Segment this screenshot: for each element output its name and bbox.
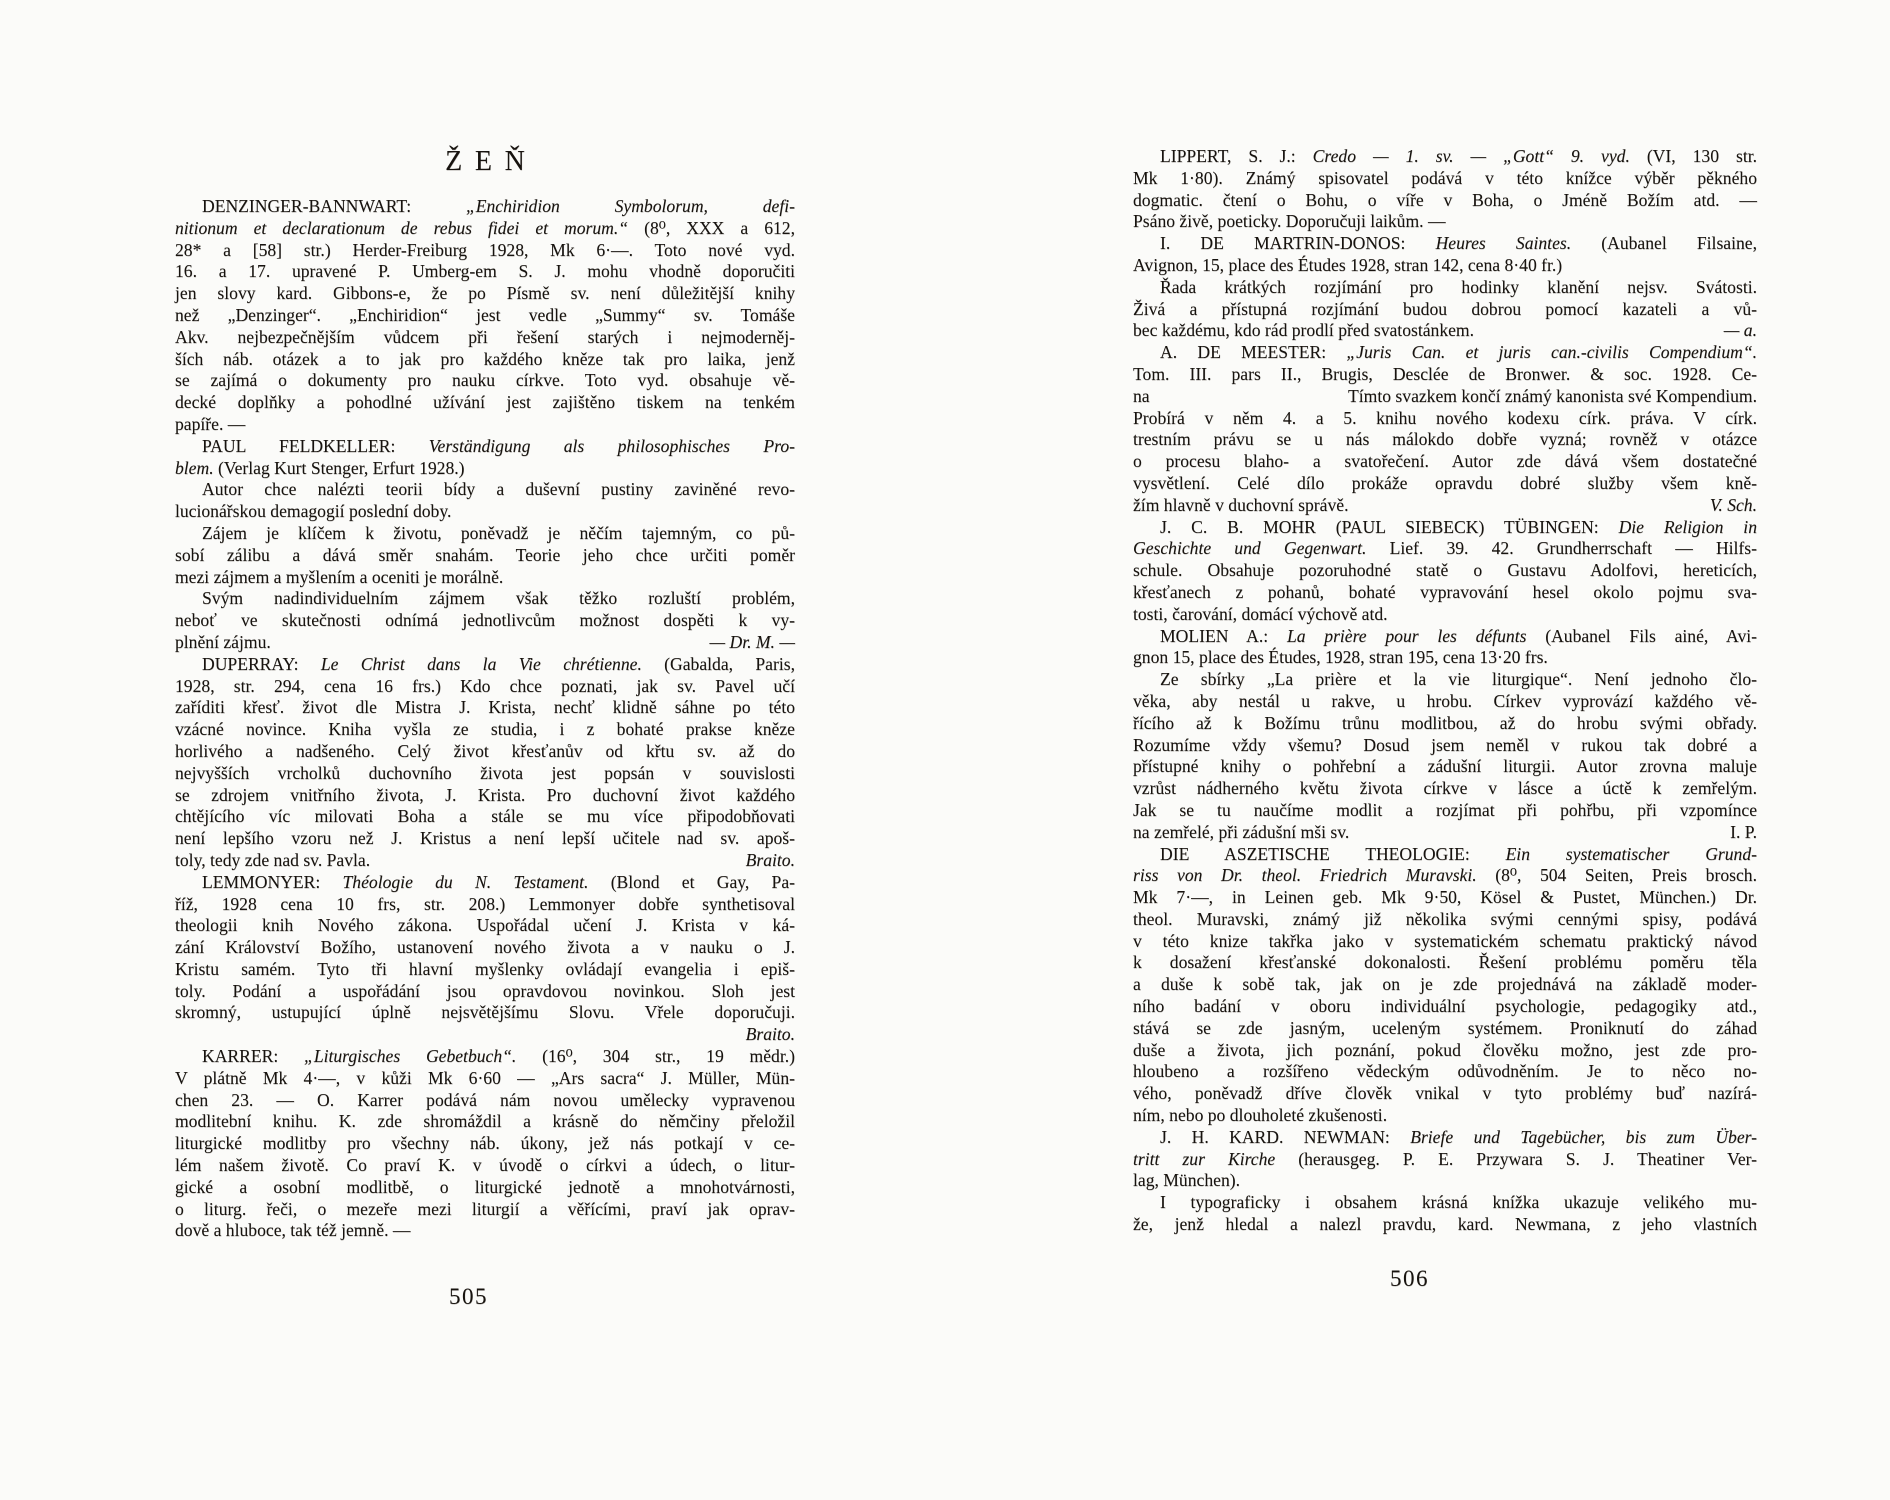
text-segment: (VI, 130 str. bbox=[1629, 146, 1757, 166]
text-segment: (Gabalda, Paris, bbox=[641, 653, 795, 674]
italic-text-segment: Le Christ dans la Vie chrétienne. bbox=[320, 653, 642, 674]
text-segment: A. DE MEESTER: bbox=[1160, 342, 1347, 363]
text-segment: na zemřelé, při zádušní mši sv. bbox=[1133, 821, 1350, 842]
text-line: liturgické modlitby pro všechny náb. úkony, jež nás potkají v ce- bbox=[175, 1133, 795, 1154]
text-line: není lepšího vzoru než J. Kristus a není lepší učitele nad sv. apoš- bbox=[175, 828, 795, 849]
text-line: V plátně Mk 4·—, v kůži Mk 6·60 — „Ars sacra“ J. Müller, Mün- bbox=[175, 1067, 795, 1088]
reviewer-signature: Braito. bbox=[745, 849, 795, 870]
paragraph bbox=[175, 654, 795, 872]
text-line: lucionářskou demagogií poslední doby. bbox=[175, 501, 452, 522]
italic-text-segment: Credo — 1. sv. — „Gott“ 9. vyd. bbox=[1312, 146, 1630, 166]
text-line: gické a osobní modlitbě, o liturgické jednotě a mnohotvárnosti, bbox=[175, 1176, 795, 1197]
reviewer-signature: V. Sch. bbox=[1709, 494, 1757, 515]
text-line: tosti, čarování, domácí výchově atd. bbox=[1133, 603, 1388, 624]
text-line bbox=[1133, 233, 1757, 255]
text-segment: (8⁰, 504 Seiten, Preis brosch. bbox=[1476, 865, 1757, 886]
text-line: Tom. III. pars II., Brugis, Desclée de Bronwer. & soc. 1928. Ce- bbox=[1133, 363, 1757, 384]
text-line: v této knize takřka jako v systematickém schematu praktický návod bbox=[1133, 930, 1757, 951]
text-line bbox=[175, 632, 795, 654]
right-page-text-column bbox=[1133, 146, 1757, 1236]
text-segment: KARRER: bbox=[202, 1046, 305, 1067]
paragraph bbox=[175, 872, 795, 1046]
text-line: dově a hluboce, tak též jemně. — bbox=[175, 1220, 411, 1241]
text-segment: DIE ASZETISCHE THEOLOGIE: bbox=[1160, 843, 1506, 864]
text-line: vého, poněvadž dříve člověk vnikal v tyto problémy buď nazírá- bbox=[1133, 1083, 1757, 1104]
paragraph bbox=[1133, 342, 1757, 516]
paragraph bbox=[1133, 626, 1757, 670]
paragraph bbox=[175, 436, 795, 480]
paragraph bbox=[175, 588, 795, 653]
right-page-number: 506 bbox=[1390, 1266, 1429, 1291]
text-line bbox=[175, 1046, 795, 1068]
text-line: Ze sbírky „La prière et la vie liturgique“. Není jednoho člo- bbox=[1160, 669, 1757, 690]
text-segment: (herausgeg. P. E. Przywara S. J. Theatiner Ver- bbox=[1275, 1148, 1758, 1169]
text-line bbox=[1133, 1149, 1757, 1171]
text-line bbox=[175, 196, 795, 218]
text-line: Rozumíme vždy všemu? Dosud jsem neměl v rukou tak dobré a bbox=[1133, 734, 1757, 755]
text-line: ním, nebo po dlouholeté zkušenosti. bbox=[1133, 1105, 1388, 1126]
text-line: přístupné knihy o pohřební a zádušní liturgii. Autor zrovna maluje bbox=[1133, 756, 1757, 777]
paragraph bbox=[1133, 146, 1757, 233]
text-line: řícího až k Božímu trůnu modlitbou, až do hrobu svými obřady. bbox=[1133, 712, 1757, 733]
text-line: o liturg. řeči, o mezeře mezi liturgií a věřícími, praví jak oprav- bbox=[175, 1198, 795, 1219]
text-line: decké doplňky a pohodlné užívání jest zajištěno tiskem na tenkém bbox=[175, 392, 795, 413]
text-segment: toly, tedy zde nad sv. Pavla. bbox=[175, 849, 371, 870]
text-line bbox=[175, 436, 795, 458]
text-line: theol. Muravski, známý již několika svými cennými spisy, podává bbox=[1133, 908, 1757, 929]
text-line: gnon 15, place des Études, 1928, stran 195, cena 13·20 frs. bbox=[1133, 647, 1548, 668]
text-line: toly. Podání a uspořádání jsou opravdovou novinkou. Sloh jest bbox=[175, 980, 795, 1001]
text-line: sobí zálibu a dává směr snahám. Teorie jeho chce určiti poměr bbox=[175, 544, 795, 565]
text-segment: LEMMONYER: bbox=[202, 871, 343, 892]
italic-text-segment: Briefe und Tagebücher, bis zum Über- bbox=[1410, 1126, 1757, 1147]
text-segment: plnění zájmu. bbox=[175, 631, 271, 652]
paragraph bbox=[1133, 277, 1757, 342]
text-line: křesťanech z pohanů, bohaté vypravování hesel okolo pojmu sva- bbox=[1133, 581, 1757, 602]
text-line: chtějícího víc milovati Boha a stále se mu více připodobňovati bbox=[175, 806, 795, 827]
text-segment: I. DE MARTRIN-DONOS: bbox=[1160, 233, 1436, 254]
text-line bbox=[175, 218, 795, 240]
text-line: zaříditi křesť. život dle Mistra J. Krista, nechť klidně sáhne po této bbox=[175, 697, 795, 718]
reviewer-signature: — a. bbox=[1723, 320, 1757, 341]
italic-text-segment: blem. bbox=[175, 457, 214, 478]
text-line: věka, aby nestál u rakve, u hrobu. Církev vyprovází každého vě- bbox=[1133, 690, 1757, 711]
text-line: o procesu blaho- a svatořečení. Autor zde dává všem dostatečné bbox=[1133, 451, 1757, 472]
italic-text-segment: Die Religion in bbox=[1618, 516, 1757, 537]
italic-text-segment: tritt zur Kirche bbox=[1133, 1148, 1276, 1169]
paragraph bbox=[1133, 844, 1757, 1127]
text-line: Avignon, 15, place des Études 1928, stran 142, cena 8·40 fr.) bbox=[1133, 254, 1563, 275]
text-line: stává se zde jasným, uceleným systémem. Proniknutí do záhad bbox=[1133, 1017, 1757, 1038]
text-line bbox=[175, 1024, 795, 1046]
text-line: chen 23. — O. Karrer podává nám novou umělecky vypravenou bbox=[175, 1089, 795, 1110]
text-line: mezi zájmem a myšlením a oceniti je morálně. bbox=[175, 566, 504, 587]
text-line: vysvětlení. Celé dílo prokáže opravdu dobré služby všem kně- bbox=[1133, 472, 1757, 493]
italic-text-segment: „Juris Can. et juris can.-civilis Compendium“. bbox=[1346, 342, 1758, 363]
text-line: lém našem životě. Co praví K. v úvodě o církvi a údech, o litur- bbox=[175, 1155, 795, 1176]
left-page-text-column bbox=[175, 196, 795, 1242]
paragraph bbox=[1133, 233, 1757, 277]
text-line bbox=[1133, 626, 1757, 648]
text-segment: (8⁰, XXX a 612, bbox=[644, 217, 795, 238]
text-segment: LIPPERT, S. J.: bbox=[1160, 146, 1313, 166]
text-line bbox=[1133, 342, 1757, 364]
text-line bbox=[1133, 495, 1757, 517]
text-segment: Lief. 39. 42. Grundherrschaft — Hilfs- bbox=[1366, 538, 1757, 559]
text-line: trestním právu se u nás málokdo dobře vyzná; rovněž v otázce bbox=[1133, 429, 1757, 450]
text-line: Psáno živě, poeticky. Doporučuji laikům. — bbox=[1133, 211, 1446, 232]
italic-text-segment: nitionum et declarationum de rebus fidei et morum.“ bbox=[175, 217, 645, 238]
text-segment: (Aubanel Filsaine, bbox=[1571, 233, 1757, 254]
text-line: Mk 1·80). Známý spisovatel podává v této knížce výběr pěkného bbox=[1133, 167, 1757, 188]
paragraph bbox=[1133, 517, 1757, 626]
text-line: 28* a [58] str.) Herder-Freiburg 1928, Mk 6·—. Toto nové vyd. bbox=[175, 239, 795, 260]
text-segment: DUPERRAY: bbox=[202, 653, 321, 674]
text-line: ního badání v oboru individuální psychologie, pedagogiky atd., bbox=[1133, 996, 1757, 1017]
text-segment: na bbox=[1133, 385, 1150, 406]
text-segment: J. C. B. MOHR (PAUL SIEBECK) TÜBINGEN: bbox=[1160, 516, 1619, 537]
text-line: ších náb. otázek a to jak pro každého kněze tak pro laika, jenž bbox=[175, 348, 795, 369]
text-segment: (Blond et Gay, Pa- bbox=[588, 871, 796, 892]
text-line: nejvyšších vrcholků duchovního života jest popsán v souvislosti bbox=[175, 762, 795, 783]
text-line: Svým nadindividuelním zájmem však těžko rozluští problém, bbox=[202, 588, 795, 609]
text-line: papíře. — bbox=[175, 413, 246, 434]
text-line: schule. Obsahuje pozoruhodné statě o Gustavu Adolfovi, hereticích, bbox=[1133, 560, 1757, 581]
text-segment: žím hlavně v duchovní správě. bbox=[1133, 494, 1349, 515]
text-line: Živá a přístupná rozjímání budou dobrou pomocí kazateli a vů- bbox=[1133, 298, 1757, 319]
text-line bbox=[175, 654, 795, 676]
text-line: Akv. nejbezpečnějším vůdcem při řešení starých i nejmoderněj- bbox=[175, 326, 795, 347]
text-line: že, jenž hledal a nalezl pravdu, kard. Newmana, z jeho vlastních bbox=[1133, 1214, 1757, 1235]
text-line: Autor chce nalézti teorii bídy a duševní pustiny zaviněné revo- bbox=[202, 479, 795, 500]
text-segment: bec každému, kdo rád prodlí před svatostánkem. bbox=[1133, 320, 1475, 341]
paragraph bbox=[1133, 669, 1757, 843]
text-line: Řada krátkých rozjímání pro hodinky klanění nejsv. Svátosti. bbox=[1160, 276, 1757, 297]
text-line: dogmatic. čtení o Bohu, o víře v Boha, o Jméně Božím atd. — bbox=[1133, 189, 1757, 210]
text-line: modlitební knihu. K. zde shromáždil a krásně do němčiny přeložil bbox=[175, 1111, 795, 1132]
italic-text-segment: Verständigung als philosophisches Pro- bbox=[428, 435, 795, 456]
text-line: lag, München). bbox=[1133, 1170, 1240, 1191]
text-line bbox=[175, 872, 795, 894]
text-line bbox=[1133, 146, 1757, 168]
text-line: Mk 7·—, in Leinen geb. Mk 9·50, Kösel & Pustet, München.) Dr. bbox=[1133, 887, 1757, 908]
text-line: se zdrojem vnitřního života, J. Krista. Pro duchovní život každého bbox=[175, 784, 795, 805]
paragraph bbox=[1133, 1127, 1757, 1192]
italic-text-segment: „Liturgisches Gebetbuch“. bbox=[304, 1046, 517, 1067]
text-line: Zájem je klíčem k životu, poněvadž je něčím tajemným, co pů- bbox=[202, 522, 795, 543]
text-segment: MOLIEN A.: bbox=[1160, 625, 1287, 646]
text-line: I typograficky i obsahem krásná knížka ukazuje velikého mu- bbox=[1160, 1192, 1757, 1213]
reviewer-signature: — Dr. M. — bbox=[709, 631, 795, 652]
reviewer-signature: I. P. bbox=[1730, 821, 1757, 842]
left-page-number: 505 bbox=[449, 1284, 488, 1309]
italic-text-segment: Heures Saintes. bbox=[1435, 233, 1572, 254]
italic-text-segment: Ein systematischer Grund- bbox=[1505, 843, 1757, 864]
text-line: neboť ve skutečnosti odnímá jednotlivcům možnost dospěti k vy- bbox=[175, 610, 795, 631]
italic-text-segment: Geschichte und Gegenwart. bbox=[1133, 538, 1367, 559]
text-line bbox=[1133, 822, 1757, 844]
text-segment: J. H. KARD. NEWMAN: bbox=[1160, 1126, 1411, 1147]
text-line: k dosažení křesťanské dokonalosti. Řešení problému poměru těla bbox=[1133, 952, 1757, 973]
italic-text-segment: „Enchiridion Symbolorum, defi- bbox=[465, 196, 795, 216]
text-line bbox=[1133, 386, 1757, 408]
text-line bbox=[1133, 538, 1757, 560]
paragraph bbox=[175, 196, 795, 436]
text-line: 1928, str. 294, cena 16 frs.) Kdo chce poznati, jak sv. Pavel učí bbox=[175, 675, 795, 696]
text-segment: (16⁰, 304 str., 19 mědr.) bbox=[516, 1046, 795, 1067]
text-line bbox=[175, 850, 795, 872]
italic-text-segment: La prière pour les défunts bbox=[1286, 625, 1527, 646]
text-line: zání Království Božího, ustanovení nového života a v nauku o J. bbox=[175, 937, 795, 958]
text-line: 16. a 17. upravené P. Umberg-em S. J. mohu vhodně doporučiti bbox=[175, 261, 795, 282]
text-line: než „Denzinger“. „Enchiridion“ jest vedle „Summy“ sv. Tomáše bbox=[175, 304, 795, 325]
paragraph bbox=[175, 523, 795, 588]
text-line bbox=[1133, 1127, 1757, 1149]
text-line bbox=[1133, 517, 1757, 539]
text-line: Probírá v něm 4. a 5. knihu nového kodexu círk. práva. V círk. bbox=[1133, 407, 1757, 428]
italic-text-segment: Théologie du N. Testament. bbox=[342, 871, 589, 892]
text-line: a duše k sobě tak, jak on je zde projednává na základě moder- bbox=[1133, 974, 1757, 995]
text-line bbox=[1133, 320, 1757, 342]
text-line bbox=[1133, 844, 1757, 866]
text-segment: PAUL FELDKELLER: bbox=[202, 435, 429, 456]
paragraph bbox=[175, 1046, 795, 1242]
text-line: hloubeno a rozšířeno vědeckým odůvodněním. Je to něco no- bbox=[1133, 1061, 1757, 1082]
text-line bbox=[175, 458, 795, 480]
text-line: duše a života, jich poznání, pokud člověku možno, jest zde pro- bbox=[1133, 1039, 1757, 1060]
section-title: ŽEŇ bbox=[445, 146, 538, 177]
italic-text-segment: riss von Dr. theol. Friedrich Muravski. bbox=[1133, 865, 1477, 886]
text-line: vzácné novince. Kniha vyšla ze studia, i z bohaté prakse kněze bbox=[175, 719, 795, 740]
text-line: Jak se tu naučíme modlit a rozjímat při pohřbu, při vzpomínce bbox=[1133, 799, 1757, 820]
text-line: říž, 1928 cena 10 frs, str. 208.) Lemmonyer dobře synthetisoval bbox=[175, 893, 795, 914]
paragraph bbox=[175, 479, 795, 523]
text-line: Kristu samém. Tyto tři hlavní myšlenky ovládají evangelia i epiš- bbox=[175, 958, 795, 979]
text-segment: DENZINGER-BANNWART: bbox=[202, 196, 466, 216]
text-line bbox=[1133, 865, 1757, 887]
text-line: horlivého a nadšeného. Celý život křesťanův od křtu sv. až do bbox=[175, 740, 795, 761]
text-line: se zajímá o dokumenty pro nauku církve. Toto vyd. obsahuje vě- bbox=[175, 370, 795, 391]
text-segment: Tímto svazkem končí známý kanonista své Kompendium. bbox=[1348, 385, 1757, 406]
text-line: vzrůst nádherného květu života církve v lásce a úctě k zemřelým. bbox=[1133, 778, 1757, 799]
text-line: theologii knih Nového zákona. Uspořádal učení J. Krista v ká- bbox=[175, 915, 795, 936]
reviewer-signature: Braito. bbox=[745, 1024, 795, 1045]
text-line: skromný, ustupující úplně nejsvětějšímu Slovu. Vřele doporučuji. bbox=[175, 1002, 795, 1023]
text-line: jen slovy kard. Gibbons-e, že po Písmě sv. není důležitější knihy bbox=[175, 283, 795, 304]
paragraph bbox=[1133, 1192, 1757, 1236]
text-segment: (Aubanel Fils ainé, Avi- bbox=[1526, 625, 1758, 646]
text-segment: (Verlag Kurt Stenger, Erfurt 1928.) bbox=[213, 457, 465, 478]
